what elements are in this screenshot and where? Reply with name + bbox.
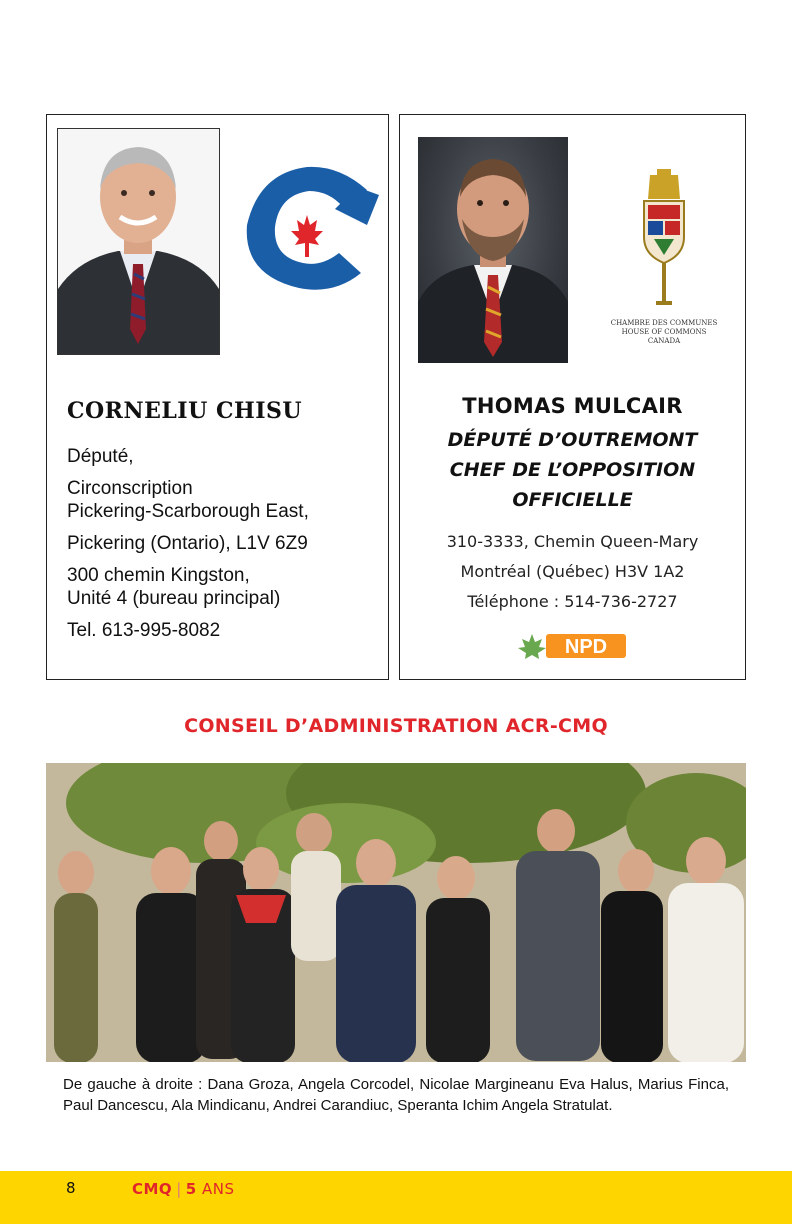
- footer-separator: |: [176, 1180, 182, 1198]
- npd-logo: [518, 630, 628, 662]
- mp-name: THOMAS MULCAIR: [462, 394, 683, 418]
- board-group-photo: [46, 763, 746, 1062]
- house-of-commons-crest-icon: [600, 163, 728, 313]
- mp-address: 300 chemin Kingston, Unité 4 (bureau principal): [67, 565, 281, 609]
- hoc-logo-line: CANADA: [647, 337, 681, 345]
- mp-title: DÉPUTÉ D’OUTREMONT CHEF DE L’OPPOSITION OFFICIELLE: [447, 429, 698, 511]
- house-of-commons-logo: [600, 163, 728, 353]
- group-photo-illustration: [46, 763, 746, 1062]
- hoc-logo-line: HOUSE OF COMMONS: [621, 328, 707, 336]
- mp-phone: Tel. 613-995-8082: [67, 620, 221, 641]
- portrait-photo-chisu: [57, 128, 220, 355]
- footer-bar: [0, 1171, 792, 1224]
- portrait-photo-mulcair: [418, 137, 568, 363]
- mp-card-mulcair: [399, 114, 746, 680]
- footer-years-suffix: ANS: [201, 1180, 235, 1198]
- mp-contact-info: [67, 445, 377, 651]
- mp-city: Pickering (Ontario), L1V 6Z9: [67, 533, 308, 554]
- footer-brand: [132, 1180, 234, 1198]
- maple-leaf-icon: [518, 630, 628, 662]
- mp-name: CORNELIU CHISU: [67, 398, 303, 424]
- mp-role: Député,: [67, 446, 134, 467]
- mp-contact-info: 310-3333, Chemin Queen-Mary Montréal (Québec) H3V 1A2 Téléphone : 514-736-2727: [446, 532, 699, 611]
- footer-years: 5: [185, 1180, 197, 1198]
- photo-caption: De gauche à droite : Dana Groza, Angela Corcodel, Nicolae Margineanu Eva Halus, Marius Finca, Paul Dancescu, Ala Mindicanu, Andrei Carandiuc, Speranta Ichim Angela Stratulat.: [63, 1076, 729, 1114]
- page-number: 8: [66, 1179, 76, 1197]
- mp-riding: Circonscription Pickering-Scarborough East,: [67, 478, 309, 522]
- npd-logo-text: NPD: [564, 636, 608, 658]
- footer-brand-name: CMQ: [132, 1180, 173, 1198]
- mp-card-chisu: [46, 114, 389, 680]
- section-heading: CONSEIL D’ADMINISTRATION ACR-CMQ: [184, 715, 608, 737]
- hoc-logo-line: CHAMBRE DES COMMUNES: [610, 319, 718, 327]
- portrait-illustration: [58, 129, 219, 354]
- conservative-party-logo: [239, 165, 379, 290]
- portrait-illustration: [418, 137, 568, 363]
